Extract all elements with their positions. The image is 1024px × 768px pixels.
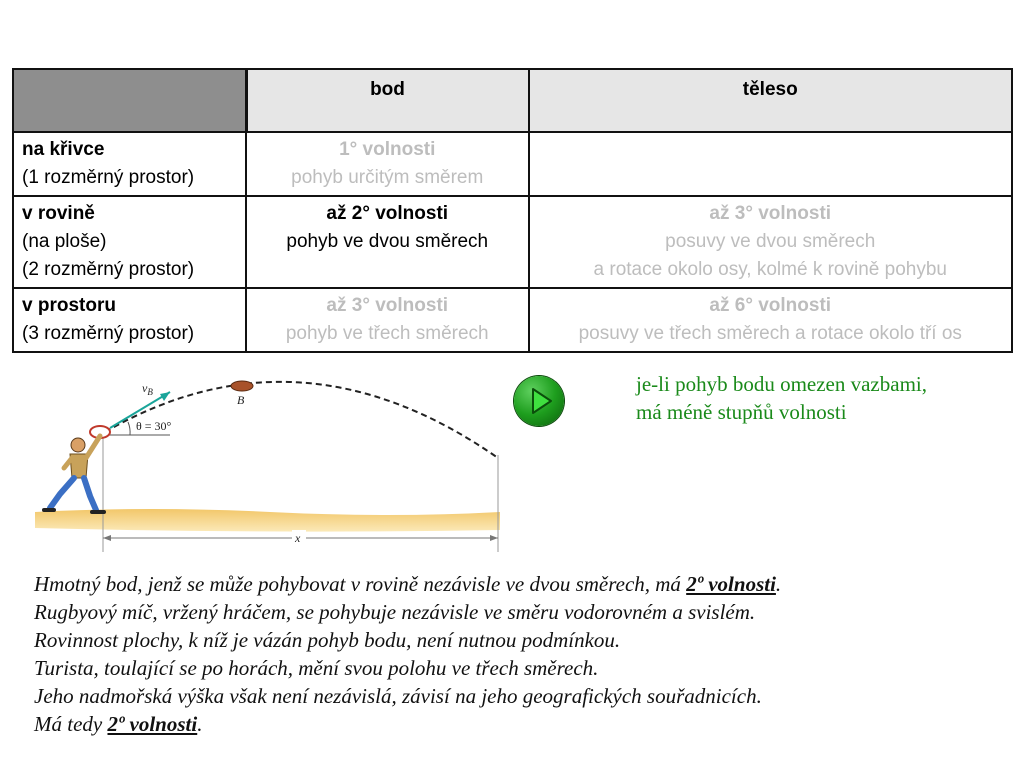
rugby-ball-apex	[231, 381, 253, 391]
cell-title: až 6° volnosti	[709, 295, 832, 316]
cell-title: až 3° volnosti	[326, 295, 449, 316]
play-button[interactable]	[514, 376, 564, 426]
text-line: Hmotný bod, jenž se může pohybovat v rovině nezávisle ve dvou směrech, má 2º volnosti.	[34, 572, 782, 596]
note-line: je-li pohyb bodu omezen vazbami,	[636, 372, 927, 396]
angle-arc	[128, 422, 130, 435]
highlight-dof: 2º volnosti	[107, 712, 198, 736]
cell-desc: posuvy ve dvou směrech	[665, 231, 876, 252]
text-line: Turista, toulající se po horách, mění svou polohu ve třech směrech.	[34, 656, 599, 680]
row-title: v prostoru	[22, 295, 116, 316]
text-line: Rugbyový míč, vržený hráčem, se pohybuje nezávisle ve směru vodorovném a svislém.	[34, 600, 756, 624]
cell-title: 1° volnosti	[339, 139, 436, 160]
row-label-curve	[13, 132, 246, 196]
row-label-plane	[13, 196, 246, 288]
rugby-throw-illustration	[30, 360, 510, 560]
row-label-space	[13, 288, 246, 352]
distance-label: x	[295, 531, 301, 545]
player-figure	[44, 436, 104, 512]
row-title: v rovině	[22, 203, 95, 224]
play-icon	[514, 376, 564, 426]
header-bod: bod	[246, 69, 529, 132]
cell-desc: pohyb ve dvou směrech	[286, 231, 489, 252]
cell-curve-bod	[246, 132, 529, 196]
ball-label: B	[237, 393, 245, 407]
cell-space-bod	[246, 288, 529, 352]
text-line: Má tedy 2º volnosti.	[34, 712, 203, 736]
highlight-dof: 2º volnosti	[686, 572, 776, 596]
velocity-arrowhead	[160, 392, 170, 401]
constraint-note	[636, 370, 1016, 426]
cell-desc: pohyb určitým směrem	[291, 167, 484, 188]
header-teleso: těleso	[529, 69, 1013, 132]
cell-title: až 3° volnosti	[709, 203, 832, 224]
cell-space-teleso	[529, 288, 1013, 352]
row-subtitle: (3 rozměrný prostor)	[22, 323, 195, 344]
cell-curve-teleso	[529, 132, 1013, 196]
row-subtitle: (na ploše)	[22, 231, 107, 252]
cell-desc: posuvy ve třech směrech a rotace okolo tří os	[578, 323, 962, 344]
row-subtitle: (2 rozměrný prostor)	[22, 259, 195, 280]
degrees-of-freedom-table	[12, 68, 1013, 353]
velocity-label: $v_B$	[142, 381, 153, 397]
table-row-curve	[13, 132, 1012, 196]
cell-plane-bod	[246, 196, 529, 288]
angle-label: θ = 30°	[136, 419, 172, 433]
row-title: na křivce	[22, 139, 105, 160]
row-subtitle: (1 rozměrný prostor)	[22, 167, 195, 188]
cell-desc: pohyb ve třech směrech	[285, 323, 489, 344]
cell-plane-teleso	[529, 196, 1013, 288]
table-header-row	[13, 69, 1012, 132]
explanation-text	[34, 570, 1014, 738]
table-row-space	[13, 288, 1012, 352]
cell-title: až 2° volnosti	[326, 203, 449, 224]
cell-desc: a rotace okolo osy, kolmé k rovině pohybu	[593, 259, 947, 280]
table-row-plane	[13, 196, 1012, 288]
text-line: Rovinnost plochy, k níž je vázán pohyb bodu, není nutnou podmínkou.	[34, 628, 621, 652]
note-line: má méně stupňů volnosti	[636, 400, 847, 424]
text-line: Jeho nadmořská výška však není nezávislá, závisí na jeho geografických souřadnicích.	[34, 684, 762, 708]
corner-cell	[13, 69, 246, 132]
